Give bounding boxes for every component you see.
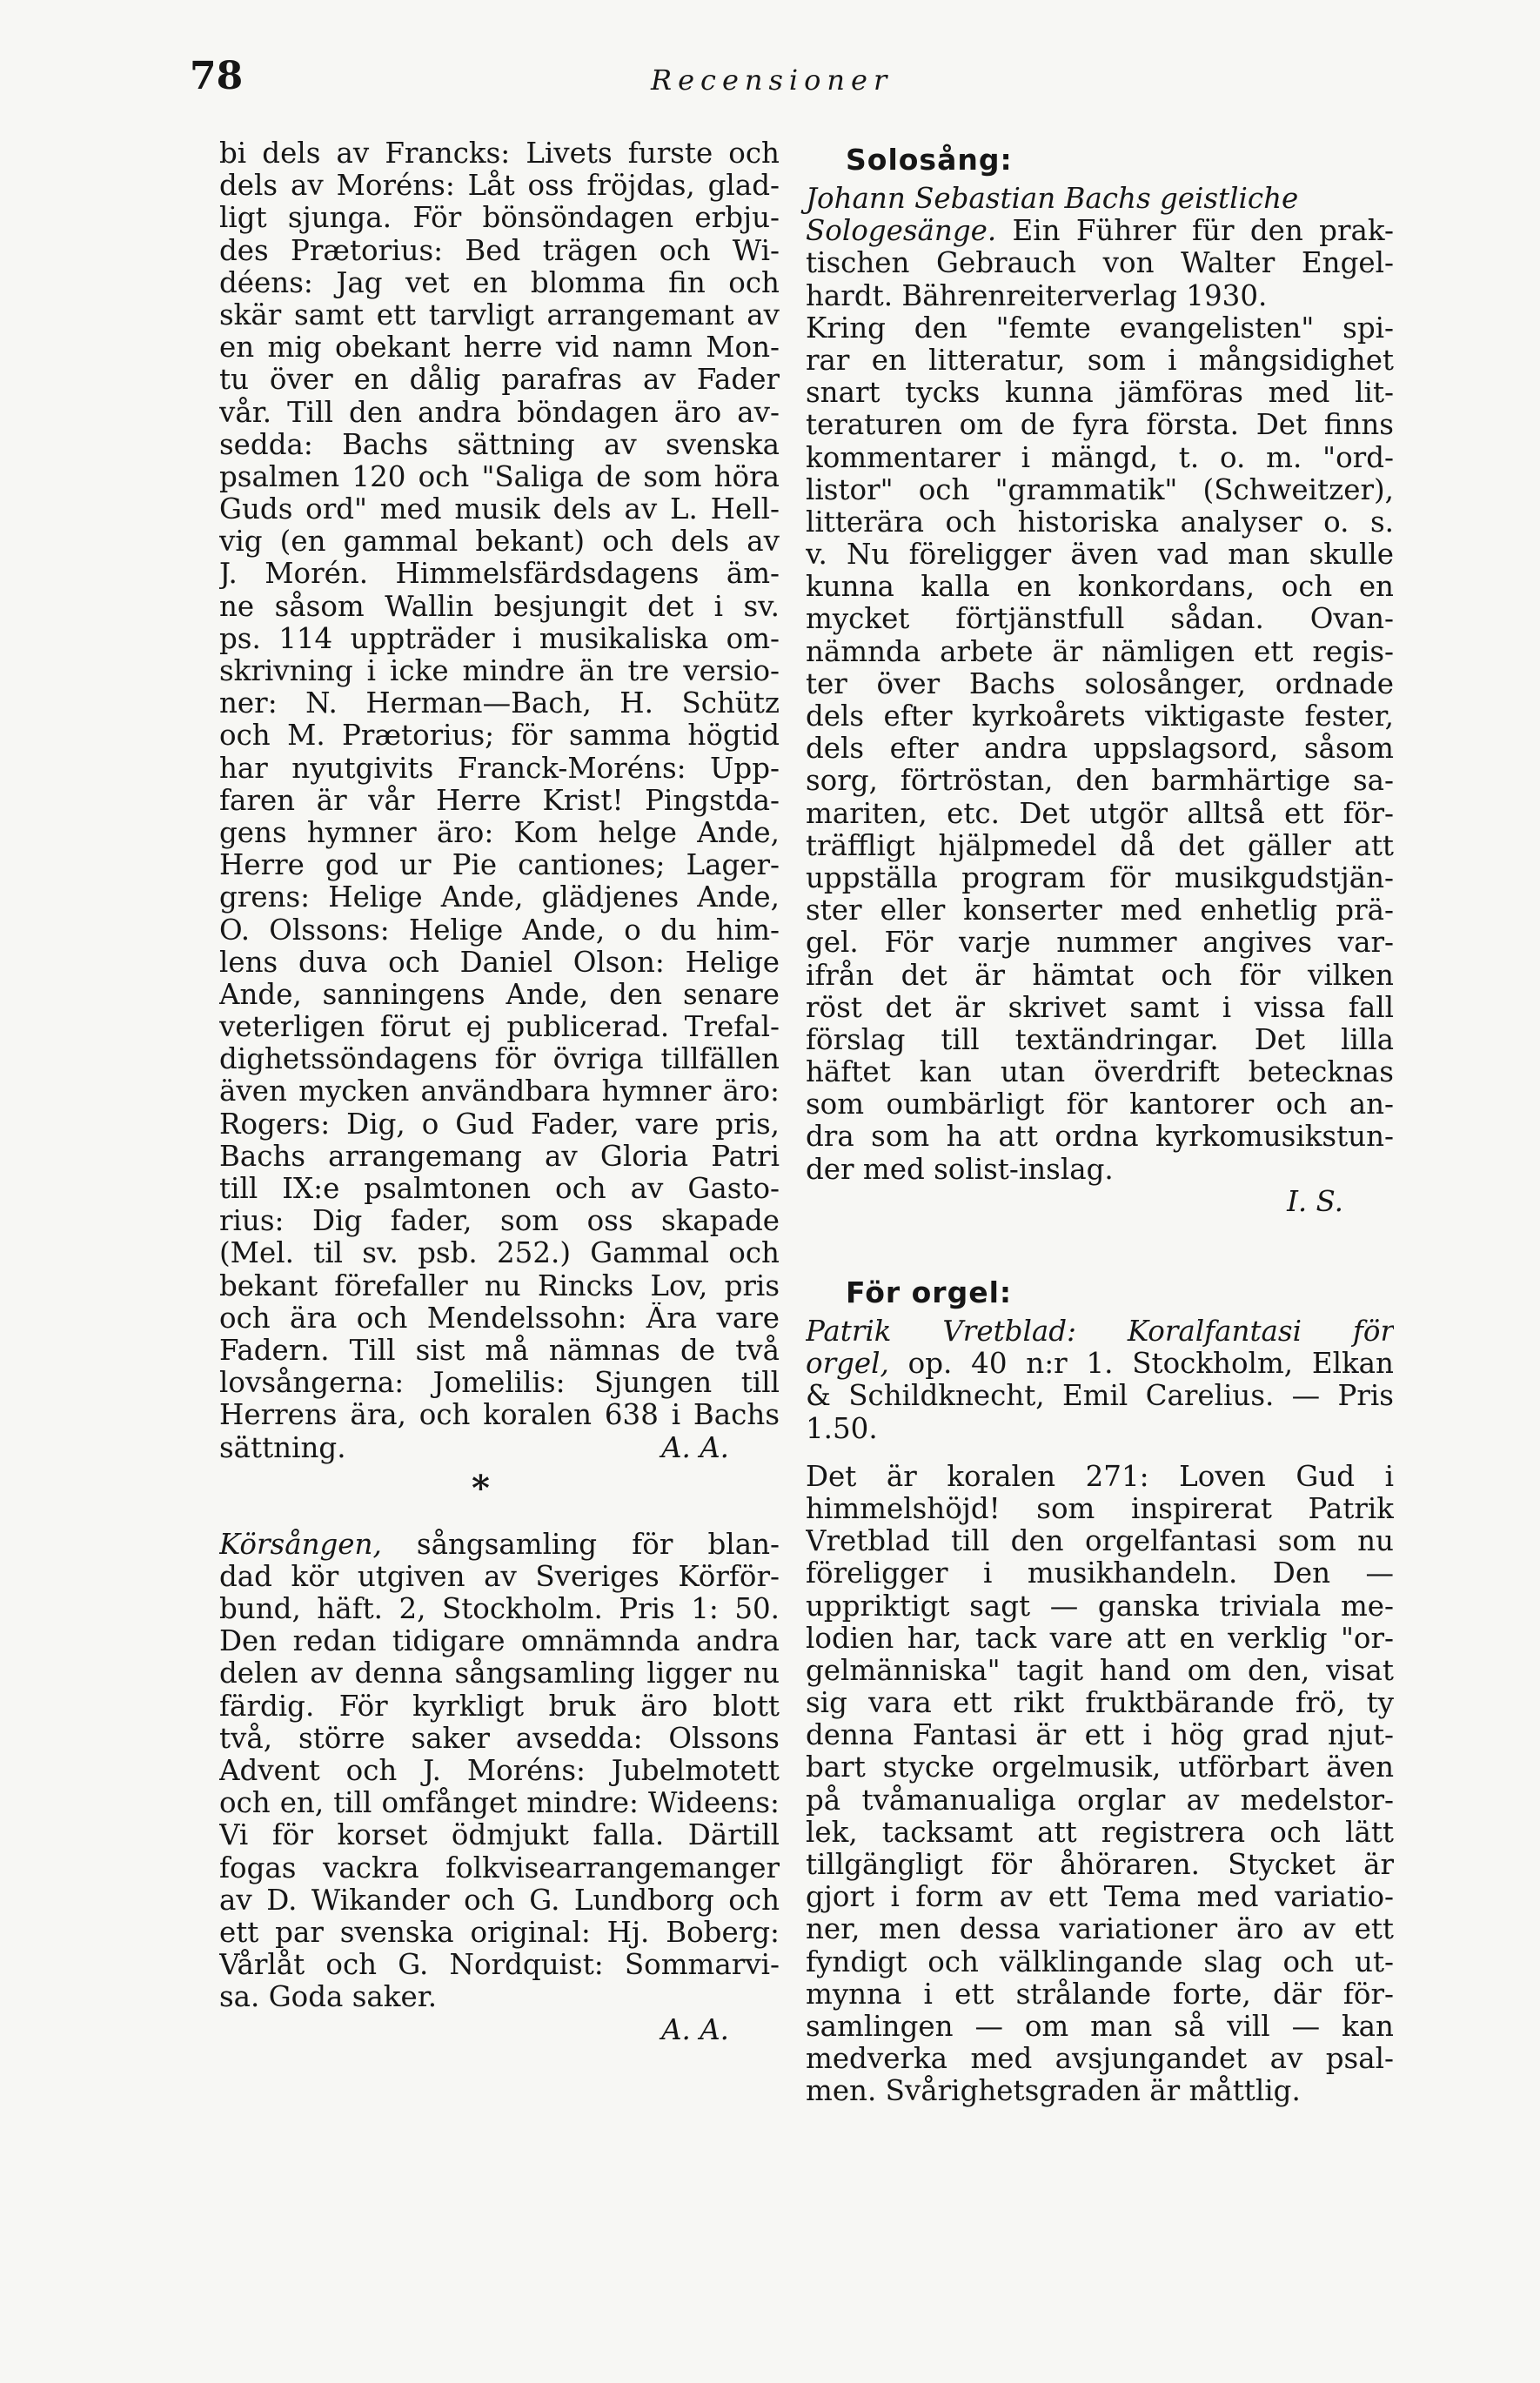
review-text-choral: [219, 137, 780, 1464]
text-line: men. Svårighetsgraden är måttlig.: [806, 2074, 1301, 2108]
text-line: gelmänniska" tagit hand om den, visat: [806, 1654, 1394, 1687]
text-line: delen av denna sångsamling ligger nu: [219, 1657, 780, 1690]
vretblad-work-title: Koralfantasi för: [1127, 1315, 1394, 1348]
text-line: dels av Moréns: Låt oss fröjdas, glad-: [219, 170, 780, 203]
text-line: fyndigt och välklingande slag och ut-: [806, 1945, 1394, 1978]
text-line: sorg, förtröstan, den barmhärtige sa-: [806, 765, 1394, 798]
text-line: häftet kan utan överdrift betecknas: [806, 1056, 1394, 1089]
text-line: Rogers: Dig, o Gud Fader, vare pris,: [219, 1108, 780, 1141]
signature-aa-1: A. A.: [661, 1430, 729, 1464]
signature-aa-2: A. A.: [661, 2012, 729, 2046]
vretblad-author: Patrik Vretblad:: [806, 1315, 1076, 1348]
text-line: listor" och "grammatik" (Schweitzer),: [806, 473, 1394, 506]
text-line: till IX:e psalmtonen och av Gasto-: [219, 1173, 780, 1205]
vretblad-title-line-1: [806, 1315, 1394, 1348]
text-line: uppställa program för musikgudstjän-: [806, 861, 1394, 894]
text-line: dels efter andra uppslagsord, såsom: [806, 733, 1394, 766]
text-line: bund, häft. 2, Stockholm. Pris 1: 50.: [219, 1593, 780, 1626]
text-line: rius: Dig fader, som oss skapade: [219, 1205, 780, 1238]
text-line: hardt. Bährenreiterverlag 1930.: [806, 278, 1268, 312]
text-line: föreligger i musikhandeln. Den —: [806, 1557, 1394, 1590]
text-line: dighetssöndagens för övriga tillfällen: [219, 1043, 780, 1076]
text-line: skär samt ett tarvligt arrangemant av: [219, 298, 780, 331]
text-line: sedda: Bachs sättning av svenska: [219, 428, 780, 461]
text-line: sa. Goda saker.: [219, 1980, 438, 2014]
text-line: och en, till omfånget mindre: Wideens:: [219, 1787, 780, 1820]
text-line: O. Olssons: Helige Ande, o du him-: [219, 914, 780, 947]
text-line: mycket förtjänstfull sådan. Ovan-: [806, 603, 1394, 636]
text-line: ligt sjunga. För bönsöndagen erbju-: [219, 202, 780, 235]
text-line: ner, men dessa variationer äro av ett: [806, 1913, 1394, 1946]
text-line: som oumbärligt för kantorer och an-: [806, 1088, 1394, 1121]
text-line: ner: N. Herman—Bach, H. Schütz: [219, 687, 780, 720]
bach-title-line-2: Sologesänge. Ein Führer für den prak-: [806, 215, 1394, 248]
text-line: bart stycke orgelmusik, utförbart även: [806, 1751, 1394, 1784]
text-line: psalmen 120 och "Saliga de som höra: [219, 460, 780, 493]
text-line: på tvåmanualiga orglar av medelstor-: [806, 1784, 1394, 1817]
section-heading-solosang: Solosång:: [846, 143, 1013, 177]
text-line: grens: Helige Ande, glädjenes Ande,: [219, 881, 780, 914]
text-line: uppriktigt sagt — ganska triviala me-: [806, 1590, 1394, 1623]
text-line: gel. För varje nummer angives var-: [806, 927, 1394, 960]
text-line: Vårlåt och G. Nordquist: Sommarvi-: [219, 1949, 780, 1982]
text-line: snart tycks kunna jämföras med lit-: [806, 377, 1394, 410]
text-line: lodien har, tack vare att en verklig "or-: [806, 1622, 1394, 1655]
bach-title-line-1: Johann Sebastian Bachs geistliche: [806, 182, 1299, 215]
text-line: litterära och historiska analyser o. s.: [806, 505, 1394, 539]
text-line: ne såsom Wallin besjungit det i sv.: [219, 590, 780, 623]
text-line: tillgängligt för åhöraren. Stycket är: [806, 1849, 1394, 1881]
text-line: faren är vår Herre Krist! Pingstda-: [219, 784, 780, 817]
text-line: ps. 114 uppträder i musikaliska om-: [219, 622, 780, 655]
running-header: Recensioner: [651, 64, 894, 97]
text-line: förslag till textändringar. Det lilla: [806, 1023, 1394, 1056]
text-line: ett par svenska original: Hj. Boberg:: [219, 1916, 780, 1949]
text-line: två, större saker avsedda: Olssons: [219, 1722, 780, 1755]
text-line: Bachs arrangemang av Gloria Patri: [219, 1140, 780, 1173]
text-line: lek, tacksamt att registrera och lätt: [806, 1816, 1394, 1849]
signature-is: I. S.: [1287, 1184, 1343, 1218]
review-text-bach: [806, 312, 1394, 1186]
text-line: lens duva och Daniel Olson: Helige: [219, 946, 780, 979]
section-separator-asterisk: *: [472, 1467, 490, 1509]
text-line: des Prætorius: Bed trägen och Wi-: [219, 234, 780, 267]
text-line: skrivning i icke mindre än tre versio-: [219, 655, 780, 687]
review-text-korsangen: [219, 1561, 780, 2014]
vretblad-title-line-2: orgel, op. 40 n:r 1. Stockholm, Elkan: [806, 1348, 1394, 1381]
text-line: färdig. För kyrkligt bruk äro blott: [219, 1690, 780, 1723]
text-line: gens hymner äro: Kom helge Ande,: [219, 816, 780, 849]
text-line: denna Fantasi är ett i hög grad njut-: [806, 1719, 1394, 1752]
text-line: även mycken användbara hymner äro:: [219, 1075, 780, 1108]
text-line: tu över en dålig parafras av Fader: [219, 364, 780, 397]
text-line: och M. Prætorius; för samma högtid: [219, 720, 780, 753]
review-text-vretblad: [806, 1461, 1394, 2108]
text-line: teraturen om de fyra första. Det finns: [806, 409, 1394, 442]
korsangen-title-line: Körsången, sångsamling för blan-: [219, 1528, 780, 1561]
text-line: Vretblad till den orgelfantasi som nu: [806, 1525, 1394, 1558]
text-line: en mig obekant herre vid namn Mon-: [219, 331, 780, 365]
text-line: Den redan tidigare omnämnda andra: [219, 1625, 780, 1658]
text-line: nämnda arbete är nämligen ett regis-: [806, 635, 1394, 668]
text-line: bi dels av Francks: Livets furste och: [219, 137, 780, 170]
text-line: ster eller konserter med enhetlig prä-: [806, 894, 1394, 927]
bach-publication-info: [806, 247, 1394, 311]
text-line: Kring den "femte evangelisten" spi-: [806, 311, 1394, 345]
text-line: kommentarer i mängd, t. o. m. "ord-: [806, 441, 1394, 474]
text-line: déens: Jag vet en blomma fin och: [219, 266, 780, 299]
text-line: Fadern. Till sist må nämnas de två: [219, 1334, 780, 1367]
text-line: Ande, sanningens Ande, den senare: [219, 978, 780, 1011]
text-line: Guds ord" med musik dels av L. Hell-: [219, 493, 780, 526]
text-line: 1.50.: [806, 1411, 878, 1445]
text-line: Det är koralen 271: Loven Gud i: [806, 1460, 1394, 1493]
text-line: bekant förefaller nu Rincks Lov, pris: [219, 1269, 780, 1302]
text-line: och ära och Mendelssohn: Ära vare: [219, 1302, 780, 1335]
text-line: sättning.: [219, 1430, 346, 1464]
text-line: har nyutgivits Franck-Moréns: Upp-: [219, 752, 780, 785]
text-line: fogas vackra folkvisearrangemanger: [219, 1851, 780, 1884]
text-line: v. Nu föreligger även vad man skulle: [806, 539, 1394, 572]
left-column: [219, 137, 780, 2046]
text-line: veterligen förut ej publicerad. Trefal-: [219, 1011, 780, 1044]
text-line: medverka med avsjungandet av psal-: [806, 2043, 1394, 2076]
korsangen-title: Körsången,: [219, 1528, 382, 1561]
text-line: sig vara ett rikt fruktbärande frö, ty: [806, 1687, 1394, 1720]
text-line: himmelshöjd! som inspirerat Patrik: [806, 1492, 1394, 1525]
text-line: Vi för korset ödmjukt falla. Därtill: [219, 1819, 780, 1852]
text-line: rar en litteratur, som i mångsidighet: [806, 344, 1394, 377]
text-line: dels efter kyrkoårets viktigaste fester,: [806, 700, 1394, 733]
page-number: 78: [190, 54, 244, 98]
text-line: gjort i form av ett Tema med variatio-: [806, 1881, 1394, 1914]
right-column: [806, 137, 1394, 2108]
text-line: vår. Till den andra böndagen äro av-: [219, 396, 780, 429]
text-line: samlingen — om man så vill — kan: [806, 2010, 1394, 2043]
text-line: Herrens ära, och koralen 638 i Bachs: [219, 1399, 780, 1432]
text-line: Advent och J. Moréns: Jubelmotett: [219, 1755, 780, 1787]
text-line: av D. Wikander och G. Lundborg och: [219, 1884, 780, 1917]
text-line: mariten, etc. Det utgör alltså ett för-: [806, 797, 1394, 830]
text-line: lovsångerna: Jomelilis: Sjungen till: [219, 1367, 780, 1400]
section-heading-orgel: För orgel:: [846, 1275, 1013, 1309]
vretblad-publication-info: [806, 1380, 1394, 1444]
text-line: vig (en gammal bekant) och dels av: [219, 525, 780, 559]
text-line: J. Morén. Himmelsfärdsdagens äm-: [219, 558, 780, 591]
text-line: mynna i ett strålande forte, där för-: [806, 1978, 1394, 2011]
text-line: röst det är skrivet samt i vissa fall: [806, 991, 1394, 1024]
text-line: tischen Gebrauch von Walter Engel-: [806, 247, 1394, 280]
text-line: (Mel. til sv. psb. 252.) Gammal och: [219, 1237, 780, 1270]
text-line: ter över Bachs solosånger, ordnade: [806, 667, 1394, 700]
text-line: ifrån det är hämtat och för vilken: [806, 959, 1394, 992]
text-line: dra som ha att ordna kyrkomusikstun-: [806, 1121, 1394, 1154]
text-line: dad kör utgiven av Sveriges Körför-: [219, 1560, 780, 1593]
text-line: Herre god ur Pie cantiones; Lager-: [219, 849, 780, 882]
text-line: kunna kalla en konkordans, och en: [806, 571, 1394, 604]
text-line: der med solist-inslag.: [806, 1152, 1114, 1186]
text-line: träffligt hjälpmedel då det gäller att: [806, 829, 1394, 862]
text-line: & Schildknecht, Emil Carelius. — Pris: [806, 1380, 1394, 1413]
